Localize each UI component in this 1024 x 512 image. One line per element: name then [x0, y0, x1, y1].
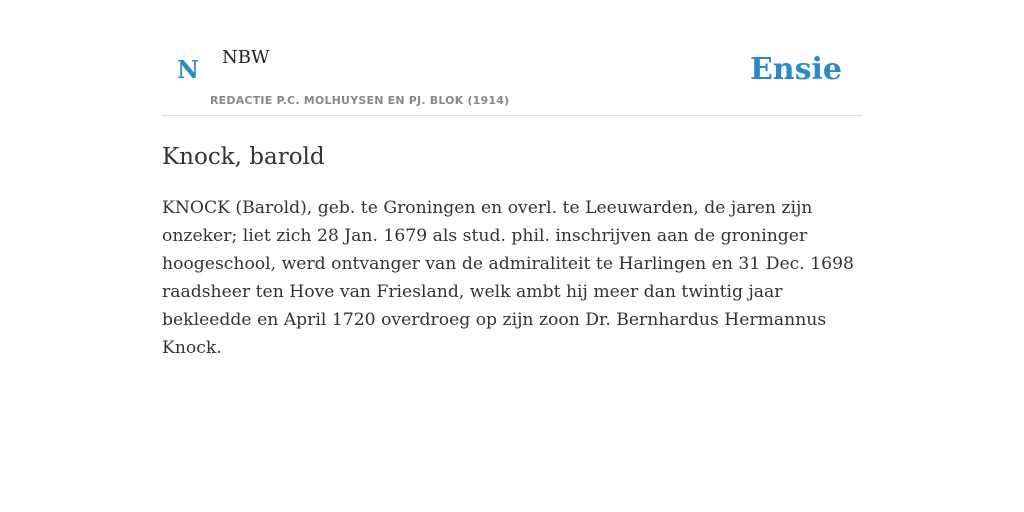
source-abbrev[interactable]: NBW	[222, 47, 270, 68]
entry-body: KNOCK (Barold), geb. te Groningen en overl. te Leeuwarden, de jaren zijn onzeker; liet zich 28 Jan. 1679 als stud. phil. inschrijven aan de groninger hoogeschool, werd ontvanger van de admiraliteit te Harlingen en 31 Dec. 1698 raadsheer ten Hove van Friesland, welk ambt hij meer dan twintig jaar bekleedde en April 1720 overdroeg op zijn zoon Dr. Bernhardus Hermannus Knock.	[162, 198, 854, 358]
page	[162, 0, 862, 362]
brand-logo-link[interactable]: Ensie	[749, 52, 842, 87]
entry-title: Knock, barold	[162, 144, 325, 170]
source-logo[interactable]: N	[177, 55, 199, 84]
header	[162, 0, 862, 116]
source-editors: REDACTIE P.C. MOLHUYSEN EN PJ. BLOK (1914)	[210, 94, 510, 107]
